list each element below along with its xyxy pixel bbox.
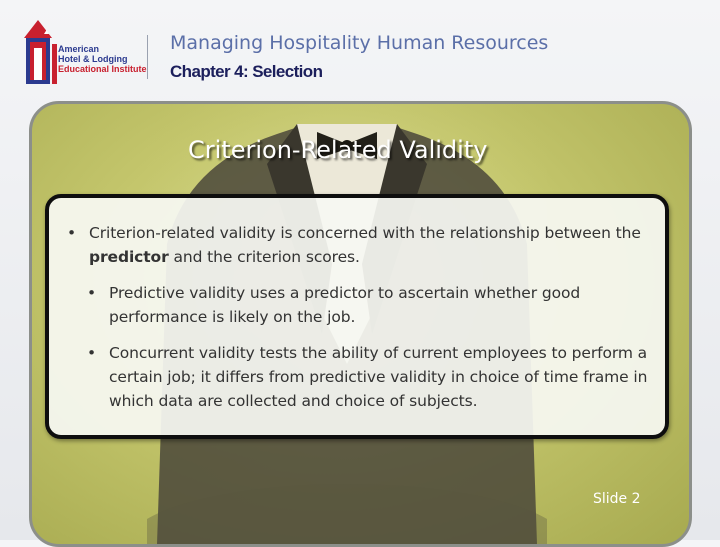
bullet-item (67, 221, 657, 269)
bullet-text-part: and the criterion scores. (168, 248, 360, 266)
bullet-dot-icon: • (87, 344, 97, 362)
logo-line: American (58, 44, 100, 54)
chapter-title: Chapter 4: Selection (170, 62, 323, 81)
sub-bullet-text: Predictive validity uses a predictor to ascertain whether good performance is likely on the job. (109, 284, 581, 326)
sub-bullet-item (87, 281, 657, 329)
sub-bullet-text: Concurrent validity tests the ability of current employees to perform a certain job; it differs from predictive validity in choice of time frame in which data are collected and choice of subjects. (109, 344, 648, 410)
logo-line: Hotel & Lodging (58, 54, 128, 64)
logo-line: Educational Institute (58, 64, 147, 74)
logo-wordmark (58, 44, 147, 74)
bullet-dot-icon: • (87, 284, 97, 302)
header-divider (147, 35, 148, 79)
content-card (45, 194, 669, 439)
sub-bullet-item (87, 341, 657, 413)
bullet-text (67, 221, 657, 269)
bullet-emphasis: predictor (89, 248, 169, 266)
slide-title: Criterion-Related Validity (188, 136, 488, 164)
bullet-dot-icon: • (67, 224, 77, 242)
course-title: Managing Hospitality Human Resources (170, 32, 549, 54)
bullet-text-part: Criterion-related validity is concerned with the relationship between the (89, 224, 641, 242)
slide-number: Slide 2 (593, 491, 641, 507)
